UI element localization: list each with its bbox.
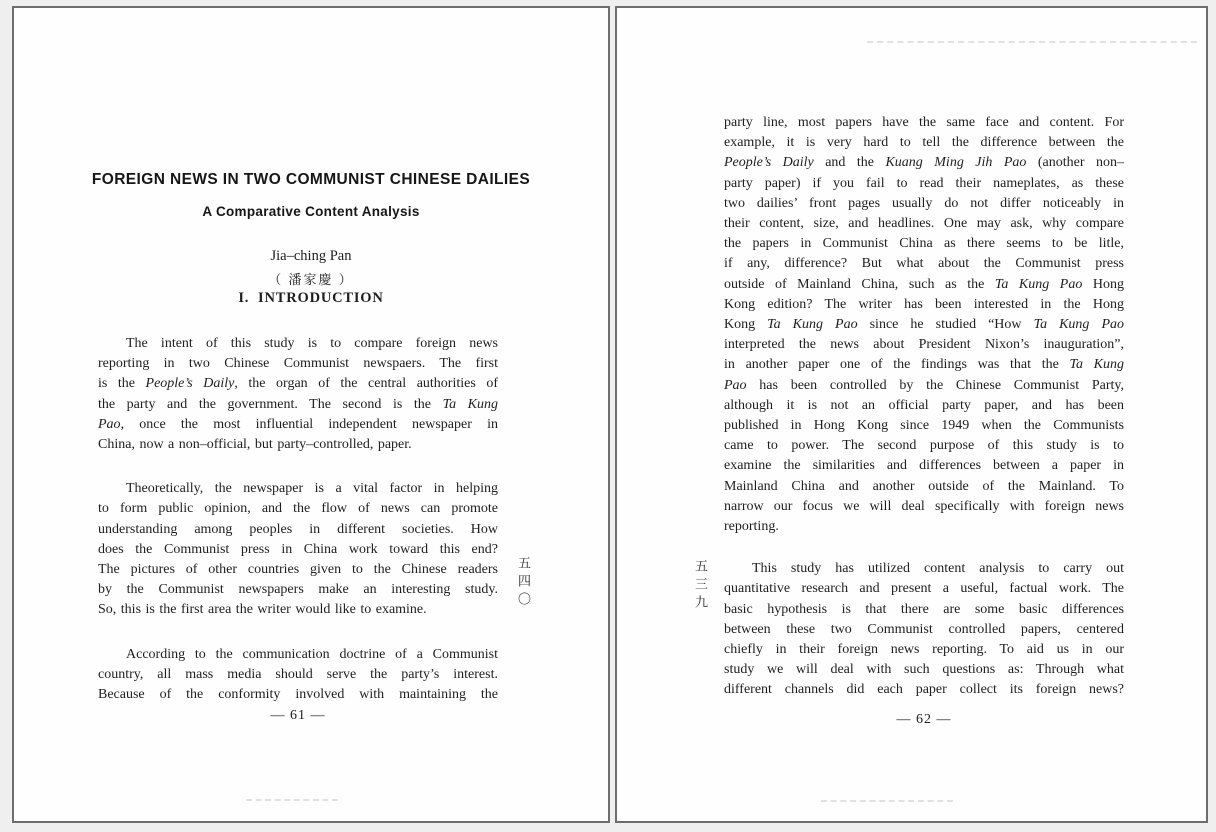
text-line: party paper) if you fail to read their nameplates, as these xyxy=(724,175,1124,191)
vertical-folio-marker: 五四〇 xyxy=(516,556,531,610)
text-line: is the People’s Daily, the organ of the central authorities of xyxy=(98,376,498,392)
text-line: Pao has been controlled by the Chinese Communist Party, xyxy=(724,377,1124,393)
text-line: Kong edition? The writer has been interested in the Hong xyxy=(724,296,1124,312)
section-heading-introduction: I. INTRODUCTION xyxy=(238,290,384,306)
text-line: in another paper one of the findings was that the Ta Kung xyxy=(724,357,1125,373)
text-line: reporting in two Chinese Communist newspaers. The first xyxy=(98,356,498,372)
text-line: The intent of this study is to compare foreign news xyxy=(126,336,498,351)
text-line: This study has utilized content analysis to carry out xyxy=(752,561,1124,577)
text-line: although it is not an official party paper, and has been xyxy=(724,397,1124,413)
text-line: Mainland China and another outside of the Mainland. To xyxy=(724,478,1124,494)
paper-title: FOREIGN NEWS IN TWO COMMUNIST CHINESE DAILIES xyxy=(91,171,531,188)
text-line: narrow our focus we will deal specifically with foreign news xyxy=(724,498,1124,514)
text-line: different channels did each paper collect its foreign news? xyxy=(724,682,1124,698)
body-text-column xyxy=(724,113,1124,701)
text-line: if any, difference? But what about the Communist press xyxy=(724,256,1124,272)
text-line: the party and the government. The second is the Ta Kung xyxy=(98,396,498,412)
text-line: Theoretically, the newspaper is a vital factor in helping xyxy=(126,481,498,497)
paragraph xyxy=(98,479,498,620)
body-text-column xyxy=(98,334,498,705)
author-name: Jia–ching Pan xyxy=(270,248,352,264)
text-line: country, all mass media should serve the party’s interest. xyxy=(98,666,498,682)
text-line: party line, most papers have the same face and content. For xyxy=(724,115,1124,130)
text-line: So, this is the first area the writer would like to examine. xyxy=(98,602,427,618)
text-line: outside of Mainland China, such as the Ta Kung Pao Hong xyxy=(724,276,1124,292)
text-line: China, now a non–official, but party–controlled, paper. xyxy=(98,437,412,453)
text-line: reporting. xyxy=(724,519,779,535)
text-line: quantitative research and present a useful, factual work. The xyxy=(724,581,1124,597)
text-line: by the Communist newspapers make an interesting study. xyxy=(98,582,498,598)
text-line: The pictures of other countries given to the Chinese readers xyxy=(98,562,498,578)
paragraph xyxy=(98,645,498,706)
text-line: interpreted the news about President Nixon’s inauguration”, xyxy=(724,337,1124,353)
text-line: basic hypothesis is that there are some basic differences xyxy=(724,601,1124,617)
paragraph xyxy=(724,113,1124,537)
page-number: — 61 — xyxy=(270,708,326,723)
text-line: understanding among peoples in different societies. How xyxy=(98,521,498,537)
text-line: example, it is very hard to tell the difference between the xyxy=(724,135,1124,151)
text-line: between these two Communist controlled papers, centered xyxy=(724,621,1124,637)
bleed-through-marks xyxy=(867,41,1197,43)
bleed-through-marks xyxy=(246,799,338,801)
text-line: Because of the conformity involved with maintaining the xyxy=(98,687,498,703)
paragraph xyxy=(724,559,1124,700)
text-line: their content, size, and headlines. One may ask, why compare xyxy=(724,216,1124,232)
text-line: According to the communication doctrine of a Communist xyxy=(126,646,498,662)
text-line: does the Communist press in China work toward this end? xyxy=(98,541,498,557)
text-line: study we will deal with such questions as: Through what xyxy=(724,662,1124,678)
paragraph xyxy=(98,334,498,455)
scanned-page-61 xyxy=(12,6,610,823)
text-line: came to power. The second purpose of this study is to xyxy=(724,438,1124,454)
text-line: the papers in Communist China as there seems to be litle, xyxy=(724,236,1124,252)
text-line: Pao, once the most influential independent newspaper in xyxy=(98,416,498,432)
text-line: to form public opinion, and the flow of news can promote xyxy=(98,501,498,517)
author-name-chinese: （ 潘家慶 ） xyxy=(268,272,354,287)
text-line: Kong Ta Kung Pao since he studied “How Ta Kung Pao xyxy=(724,317,1124,333)
text-line: chiefly in their foreign news reporting. To aid us in our xyxy=(724,642,1124,658)
text-line: People’s Daily and the Kuang Ming Jih Pao (another non– xyxy=(724,155,1124,171)
vertical-folio-marker: 五三九 xyxy=(693,559,708,613)
paper-subtitle: A Comparative Content Analysis xyxy=(202,204,420,219)
text-line: examine the similarities and differences between a paper in xyxy=(724,458,1124,474)
text-line: two dailies’ front pages usually do not differ noticeably in xyxy=(724,195,1124,211)
page-number: — 62 — xyxy=(896,712,952,727)
scanned-page-62 xyxy=(615,6,1208,823)
text-line: published in Hong Kong since 1949 when the Communists xyxy=(724,418,1124,434)
bleed-through-marks xyxy=(821,800,953,802)
